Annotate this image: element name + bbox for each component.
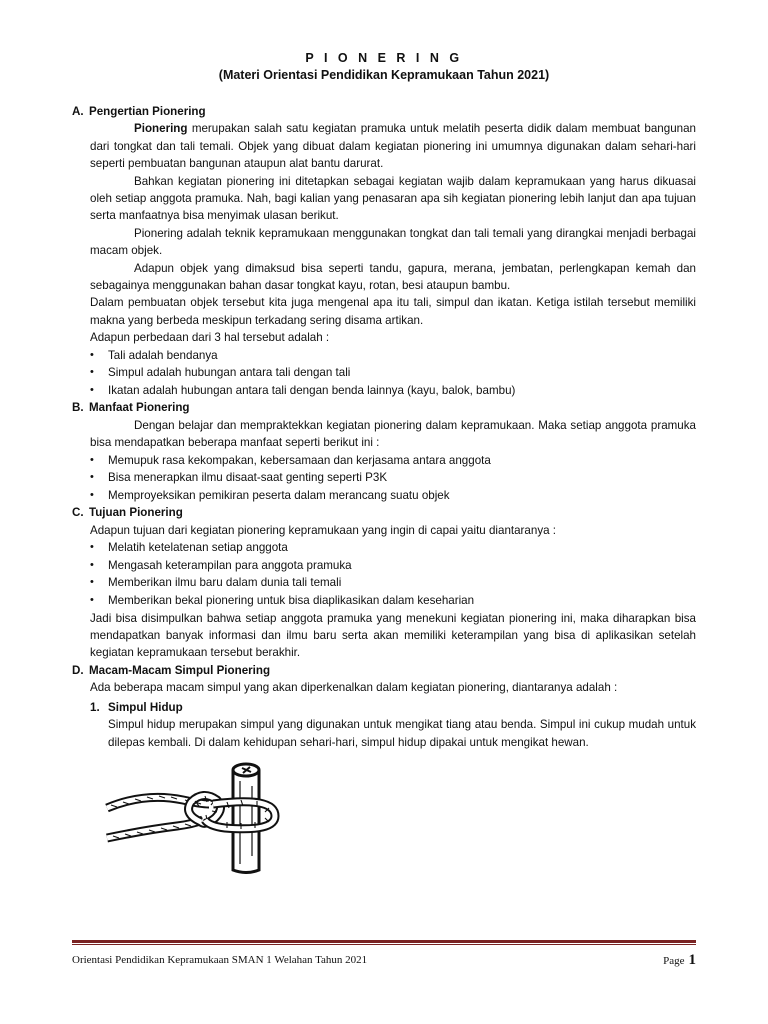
footer-divider (72, 940, 696, 943)
section-title: Pengertian Pionering (89, 105, 206, 118)
subsection-1-heading (90, 699, 696, 716)
knot-on-pole-drawing (105, 756, 295, 874)
subsection-1-paragraph: Simpul hidup merupakan simpul yang digunakan untuk mengikat tiang atau benda. Simpul ini cukup mudah untuk dilepas kembali. Di dalam kehidupan sehari-hari, simpul hidup dipakai untuk mengikat hewan. (108, 718, 696, 749)
section-title: Macam-Macam Simpul Pionering (89, 663, 271, 677)
list-item: • Bisa menerapkan ilmu disaat-saat genting seperti P3K (90, 469, 696, 487)
section-c-heading (72, 504, 696, 521)
section-a-paragraph-2: Bahkan kegiatan pionering ini ditetapkan sebagai kegiatan wajib dalam kepramukaan yang harus dikuasai oleh setiap anggota pramuka. Nah, bagi kalian yang penasaran apa sih kegiatan pionering lebih lanjut dan apa tujuan serta manfaatnya bisa menyimak ulasan berikut. (90, 174, 696, 223)
page-footer (72, 940, 696, 970)
section-letter: D. (72, 663, 84, 677)
list-item: • Memupuk rasa kekompakan, kebersamaan dan kerjasama antara anggota (90, 452, 696, 470)
section-a-paragraph-6: Adapun perbedaan dari 3 hal tersebut adalah : (90, 331, 330, 345)
list-item: • Memberikan bekal pionering untuk bisa diaplikasikan dalam keseharian (90, 592, 696, 610)
document-subtitle: (Materi Orientasi Pendidikan Kepramukaan Tahun 2021) (218, 68, 550, 82)
section-a-list (72, 347, 696, 400)
page-number: 1 (688, 952, 696, 968)
section-b-paragraph-1: Dengan belajar dan mempraktekkan kegiatan pionering dalam kepramukaan. Maka setiap anggota pramuka bisa mendapatkan beberapa manfaat seperti berikut ini : (90, 418, 696, 450)
section-b-list (72, 452, 696, 505)
section-letter: A. (72, 105, 84, 118)
list-item: • Melatih ketelatenan setiap anggota (90, 539, 696, 557)
section-title: Tujuan Pionering (89, 506, 183, 520)
page-number-block (663, 952, 696, 969)
section-title: Manfaat Pionering (89, 401, 190, 415)
section-b-heading (72, 399, 696, 416)
term-pionering: Pionering (134, 122, 188, 136)
list-item: • Mengasah keterampilan para anggota pramuka (90, 557, 696, 575)
list-item: • Simpul adalah hubungan antara tali dengan tali (90, 364, 696, 382)
footer-row (72, 952, 696, 970)
pole-shape (233, 764, 259, 873)
section-a-heading (72, 103, 696, 120)
footer-divider-thin (72, 944, 696, 945)
document-title: P I O N E R I N G (305, 51, 463, 65)
section-c-list (72, 539, 696, 609)
section-d-heading (72, 662, 696, 679)
list-item: • Memberikan ilmu baru dalam dunia tali temali (90, 574, 696, 592)
section-c-paragraph-1: Adapun tujuan dari kegiatan pionering kepramukaan yang ingin di capai yaitu diantaranya : (90, 523, 557, 537)
paragraph-text: merupakan salah satu kegiatan pramuka untuk melatih peserta didik dalam membuat bangunan dari tongkat dan tali temali. Objek yang dibuat dalam kegiatan pionering ini umumnya digunakan dalam sehari-hari seperti pembuatan bangunan ataupun alat bantu darurat. (90, 122, 696, 171)
section-c-paragraph-2: Jadi bisa disimpulkan bahwa setiap anggota pramuka yang menekuni kegiatan pionering ini, maka diharapkan bisa mendapatkan banyak informasi dan ilmu baru serta akan memiliki keterampilan yang bisa di aplikasikan setelah kegiatan kepramukaan tersebut berakhir. (90, 611, 696, 660)
section-d-paragraph-1: Ada beberapa macam simpul yang akan diperkenalkan dalam kegiatan pionering, diantaranya adalah : (90, 681, 618, 695)
section-a-paragraph-3: Pionering adalah teknik kepramukaan menggunakan tongkat dan tali temali yang dirangkai menjadi berbagai macam objek. (90, 226, 696, 258)
page-label: Page (663, 955, 685, 967)
footer-text: Orientasi Pendidikan Kepramukaan SMAN 1 Welahan Tahun 2021 (72, 954, 368, 966)
subsection-title: Simpul Hidup (108, 700, 183, 714)
list-item: • Memproyeksikan pemikiran peserta dalam merancang suatu objek (90, 487, 696, 505)
subsection-number: 1. (90, 700, 100, 714)
section-a-paragraph-1 (90, 120, 696, 172)
section-a-paragraph-4: Adapun objek yang dimaksud bisa seperti tandu, gapura, merana, jembatan, perlengkapan kemah dan sebagainya menggunakan bahan dasar tongkat kayu, rotan, besi ataupun bambu. (90, 261, 696, 293)
section-letter: C. (72, 506, 84, 520)
section-letter: B. (72, 401, 84, 415)
document-body (72, 50, 696, 751)
section-a-paragraph-5: Dalam pembuatan objek tersebut kita juga mengenal apa itu tali, simpul dan ikatan. Ketiga istilah tersebut memiliki makna yang berbeda meskipun terkadang sering disama artikan. (90, 296, 696, 327)
list-item: • Ikatan adalah hubungan antara tali dengan benda lainnya (kayu, balok, bambu) (90, 382, 696, 400)
list-item: • Tali adalah bendanya (90, 347, 696, 365)
